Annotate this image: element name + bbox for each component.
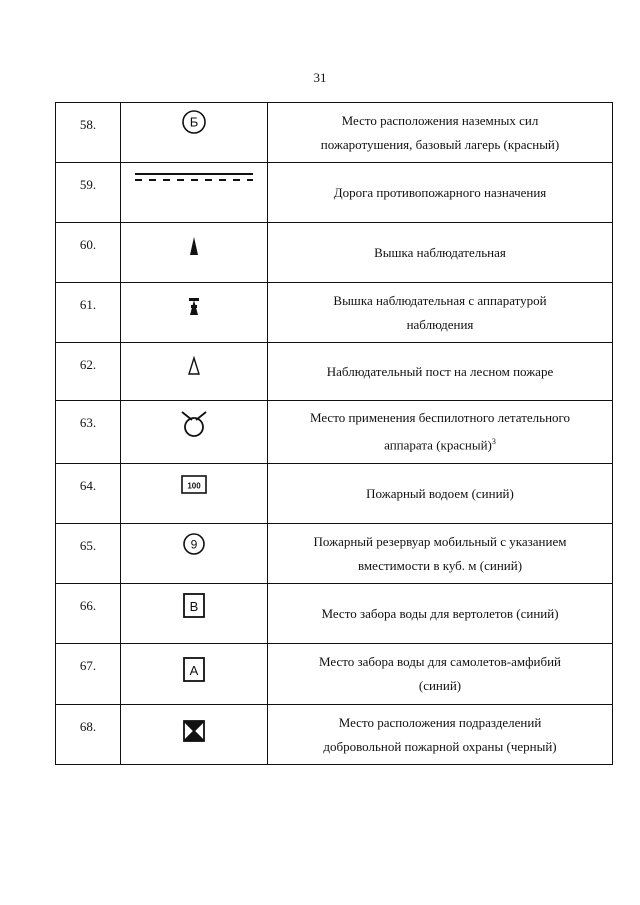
table-row (56, 103, 613, 163)
description-line: (синий) (418, 678, 462, 693)
symbol-text: Б (189, 114, 199, 130)
tower-icon (187, 235, 201, 257)
symbol-text: А (189, 663, 199, 678)
description-cell (268, 343, 613, 401)
description-line: Наблюдательный пост на лесном пожаре (326, 363, 554, 379)
road-line-icon (133, 171, 255, 185)
description-cell (268, 401, 613, 464)
symbol-text: 9 (190, 537, 198, 552)
legend-table (55, 102, 613, 765)
description-cell (268, 283, 613, 343)
page-number: 31 (313, 70, 327, 85)
description-cell (268, 644, 613, 705)
row-number: 59. (56, 163, 121, 223)
description-cell (268, 524, 613, 584)
symbol-cell (121, 464, 268, 524)
row-number: 63. (56, 401, 121, 464)
table-row (56, 705, 613, 765)
symbol-cell (121, 584, 268, 644)
description-line: Место забора воды для самолетов-амфибий (318, 654, 562, 669)
box-letter-icon (181, 592, 207, 620)
description-line: Место применения беспилотного летательного (309, 410, 571, 426)
description-cell (268, 584, 613, 644)
table-row (56, 283, 613, 343)
symbol-cell (121, 644, 268, 705)
description-cell (268, 103, 613, 163)
description-line: добровольной пожарной охраны (черный) (323, 738, 557, 754)
row-number: 60. (56, 223, 121, 283)
row-number: 65. (56, 524, 121, 584)
description-cell (268, 705, 613, 765)
circle-number-icon (182, 532, 206, 556)
table-row (56, 401, 613, 464)
table-row (56, 163, 613, 223)
row-number: 68. (56, 705, 121, 765)
description-line: Место расположения подразделений (338, 714, 542, 730)
table-row (56, 524, 613, 584)
row-number: 58. (56, 103, 121, 163)
row-number: 61. (56, 283, 121, 343)
description-cell (268, 464, 613, 524)
description-line: Место забора воды для вертолетов (синий) (321, 605, 559, 621)
description-line: пожаротушения, базовый лагерь (красный) (320, 136, 560, 152)
description-cell (268, 223, 613, 283)
description-line: Дорога противопожарного назначения (333, 184, 547, 200)
description-line: Пожарный водоем (синий) (366, 485, 514, 501)
description-line: вместимости в куб. м (синий) (357, 557, 523, 573)
row-number: 64. (56, 464, 121, 524)
drone-icon (178, 409, 210, 439)
table-row (56, 223, 613, 283)
symbol-cell (121, 401, 268, 464)
symbol-cell (121, 223, 268, 283)
row-number: 66. (56, 584, 121, 644)
crossed-box-icon (182, 719, 206, 743)
box-number-icon (180, 474, 208, 496)
symbol-cell (121, 103, 268, 163)
symbol-cell (121, 283, 268, 343)
symbol-text: В (189, 599, 199, 614)
description-cell (268, 163, 613, 223)
description-line: Вышка наблюдательная с аппаратурой (333, 292, 547, 308)
description-line: наблюдения (406, 316, 474, 332)
symbol-cell (121, 163, 268, 223)
row-number: 62. (56, 343, 121, 401)
symbol-text: 100 (187, 481, 201, 491)
symbol-cell (121, 343, 268, 401)
symbol-cell (121, 524, 268, 584)
table-row (56, 644, 613, 705)
description-line: Вышка наблюдательная (374, 244, 506, 260)
footnote-marker: 3 (491, 437, 496, 447)
circle-letter-icon (181, 109, 207, 135)
table-row (56, 343, 613, 401)
row-number: 67. (56, 644, 121, 705)
table-row (56, 584, 613, 644)
description-line: аппарата (красный)$^3$ (384, 437, 496, 453)
box-letter-icon (181, 656, 207, 684)
description-line: Место расположения наземных сил (341, 112, 539, 128)
tower-equipment-icon (186, 295, 202, 317)
description-line: Пожарный резервуар мобильный с указанием (313, 533, 567, 549)
triangle-post-icon (186, 355, 202, 377)
symbol-cell (121, 705, 268, 765)
table-row (56, 464, 613, 524)
